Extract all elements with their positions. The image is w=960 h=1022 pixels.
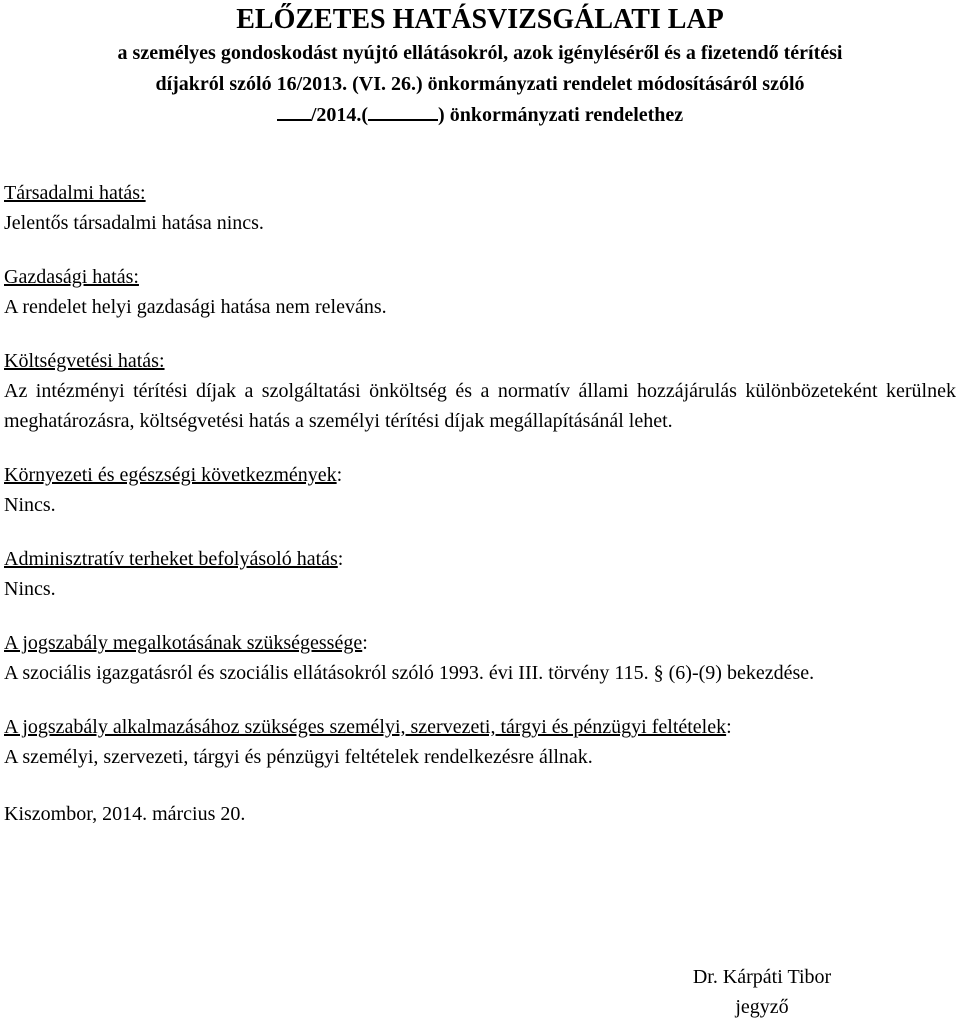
section-heading-line — [4, 544, 956, 574]
section-heading: Társadalmi hatás: — [4, 182, 146, 204]
signatory-role: jegyző — [735, 996, 789, 1018]
section-text: Nincs. — [4, 494, 56, 516]
section-environment-health — [4, 460, 956, 520]
section-text: Jelentős társadalmi hatása nincs. — [4, 212, 264, 234]
section-social-impact — [4, 178, 956, 238]
section-heading: A jogszabály megalkotásának szükségessége — [4, 632, 363, 654]
section-necessity — [4, 628, 956, 688]
subtitle-line-2: díjakról szóló 16/2013. (VI. 26.) önkormányzati rendelet módosításáról szóló — [155, 73, 805, 95]
section-heading: A jogszabály alkalmazásához szükséges személyi, szervezeti, tárgyi és pénzügyi feltételek — [4, 716, 727, 738]
heading-colon: : — [337, 548, 344, 570]
section-heading-line — [4, 712, 956, 742]
subtitle-line-3 — [0, 100, 960, 131]
signatory-name: Dr. Kárpáti Tibor — [692, 966, 832, 988]
section-budget-impact — [4, 346, 956, 436]
section-economic-impact — [4, 262, 956, 322]
document-title: ELŐZETES HATÁSVIZSGÁLATI LAP — [236, 4, 724, 35]
document-header — [0, 2, 960, 131]
section-text: A rendelet helyi gazdasági hatása nem releváns. — [4, 296, 387, 318]
section-text: Az intézményi térítési díjak a szolgáltatási önköltség és a normatív állami hozzájárulás különbözeteként kerülnek meghatározásra, költségvetési hatás a személyi térítési díjak megállapításánál lehet. — [4, 380, 956, 432]
section-heading-line — [4, 628, 956, 658]
subtitle-line-3-part-a: /2014.( — [310, 104, 369, 126]
section-text: Nincs. — [4, 578, 56, 600]
heading-colon: : — [336, 464, 343, 486]
subtitle-line-3-part-b: ) önkormányzati rendelethez — [438, 104, 684, 126]
heading-colon: : — [362, 632, 368, 654]
signature-block — [672, 962, 852, 1022]
blank-date-field — [368, 117, 438, 121]
section-heading-line — [4, 460, 956, 490]
document-body — [4, 178, 956, 829]
subtitle-line-1: a személyes gondoskodást nyújtó ellátásokról, azok igényléséről és a fizetendő térítési — [117, 42, 843, 64]
place-and-date: Kiszombor, 2014. március 20. — [4, 803, 246, 825]
section-heading: Költségvetési hatás: — [4, 350, 165, 372]
section-text: A szociális igazgatásról és szociális ellátásokról szóló 1993. évi III. törvény 115. § (6)-(9) bekezdése. — [4, 662, 815, 684]
section-administrative-burden — [4, 544, 956, 604]
section-text: A személyi, szervezeti, tárgyi és pénzügyi feltételek rendelkezésre állnak. — [4, 746, 593, 768]
heading-colon: : — [726, 716, 732, 738]
section-heading: Gazdasági hatás: — [4, 266, 139, 288]
section-heading: Adminisztratív terheket befolyásoló hatás — [4, 548, 338, 570]
section-conditions — [4, 712, 956, 772]
section-heading: Környezeti és egészségi következmények — [4, 464, 337, 486]
blank-number-field — [277, 117, 311, 121]
